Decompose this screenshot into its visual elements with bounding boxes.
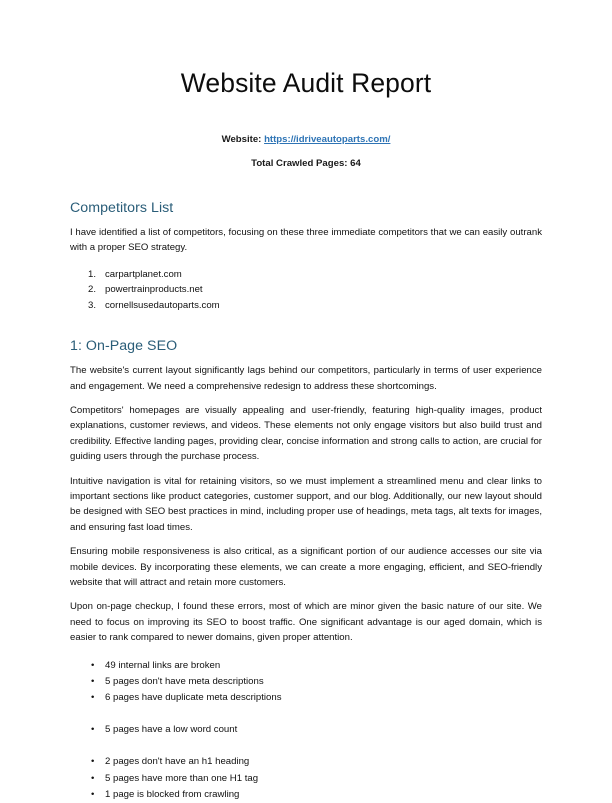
document-body [70, 0, 542, 803]
onpage-paragraph-2: Competitors' homepages are visually appealing and user-friendly, featuring high-quality images, product explanations, customer reviews, and videos. These elements not only engage visitors but also build trust and credibility. Effective landing pages, providing clear, concise information and strong calls to action, are crucial for guiding users through the purchase process. [70, 404, 542, 463]
onpage-findings-list [70, 646, 542, 803]
total-crawled-pages: Total Crawled Pages: 64 [251, 158, 361, 170]
list-item: cornellsusedautoparts.com [105, 299, 220, 311]
list-item: • 49 internal links are broken [70, 658, 542, 674]
onpage-paragraph-4: Ensuring mobile responsiveness is also critical, as a significant portion of our audience accesses our site via mobile devices. By incorporating these elements, we can create a more engaging, efficient, and SEO-friendly website that will attract and retain more customers. [70, 546, 542, 589]
list-item: • 5 pages don't have meta descriptions [70, 674, 542, 690]
onpage-paragraph-3: Intuitive navigation is vital for retaining visitors, so we must implement a streamlined menu and clear links to important sections like product categories, customer support, and our blog. Additionally, our new layout should be designed with SEO best practices in mind, including proper use of headings, meta tags, alt texts for images, and ensuring fast load times. [70, 475, 542, 533]
list-item: • 2 pages don't have an h1 heading [70, 754, 542, 770]
list-item: • 6 pages have duplicate meta descriptions [70, 690, 542, 706]
website-line [70, 99, 542, 147]
competitors-intro-paragraph: I have identified a list of competitors, focusing on these three immediate competitors that we can easily outrank with a proper SEO strategy. [70, 226, 542, 254]
heading-on-page-seo: 1: On-Page SEO [70, 338, 178, 355]
heading-competitors-list: Competitors List [70, 200, 174, 217]
list-item: • 1 page is blocked from crawling [70, 787, 542, 803]
website-url-link[interactable]: https://idriveautoparts.com/ [264, 134, 391, 146]
list-item: • 5 pages have a low word count [70, 722, 542, 738]
list-item: • 5 pages have more than one H1 tag [70, 771, 542, 787]
page-title: Website Audit Report [180, 68, 432, 98]
website-label: Website: [221, 134, 262, 146]
onpage-paragraph-1: The website's current layout significantly lags behind our competitors, particularly in terms of user experience and engagement. We need a comprehensive redesign to address these shortcomings. [70, 365, 542, 392]
onpage-paragraph-5: Upon on-page checkup, I found these errors, most of which are minor given the basic nature of our site. We need to focus on improving its SEO to boost traffic. One significant advantage is our aged domain, which is easier to rank compared to newer domains, given proper attention. [70, 601, 542, 644]
list-item: powertrainproducts.net [105, 284, 203, 296]
competitors-list [70, 256, 542, 314]
list-item: carpartplanet.com [105, 268, 182, 280]
